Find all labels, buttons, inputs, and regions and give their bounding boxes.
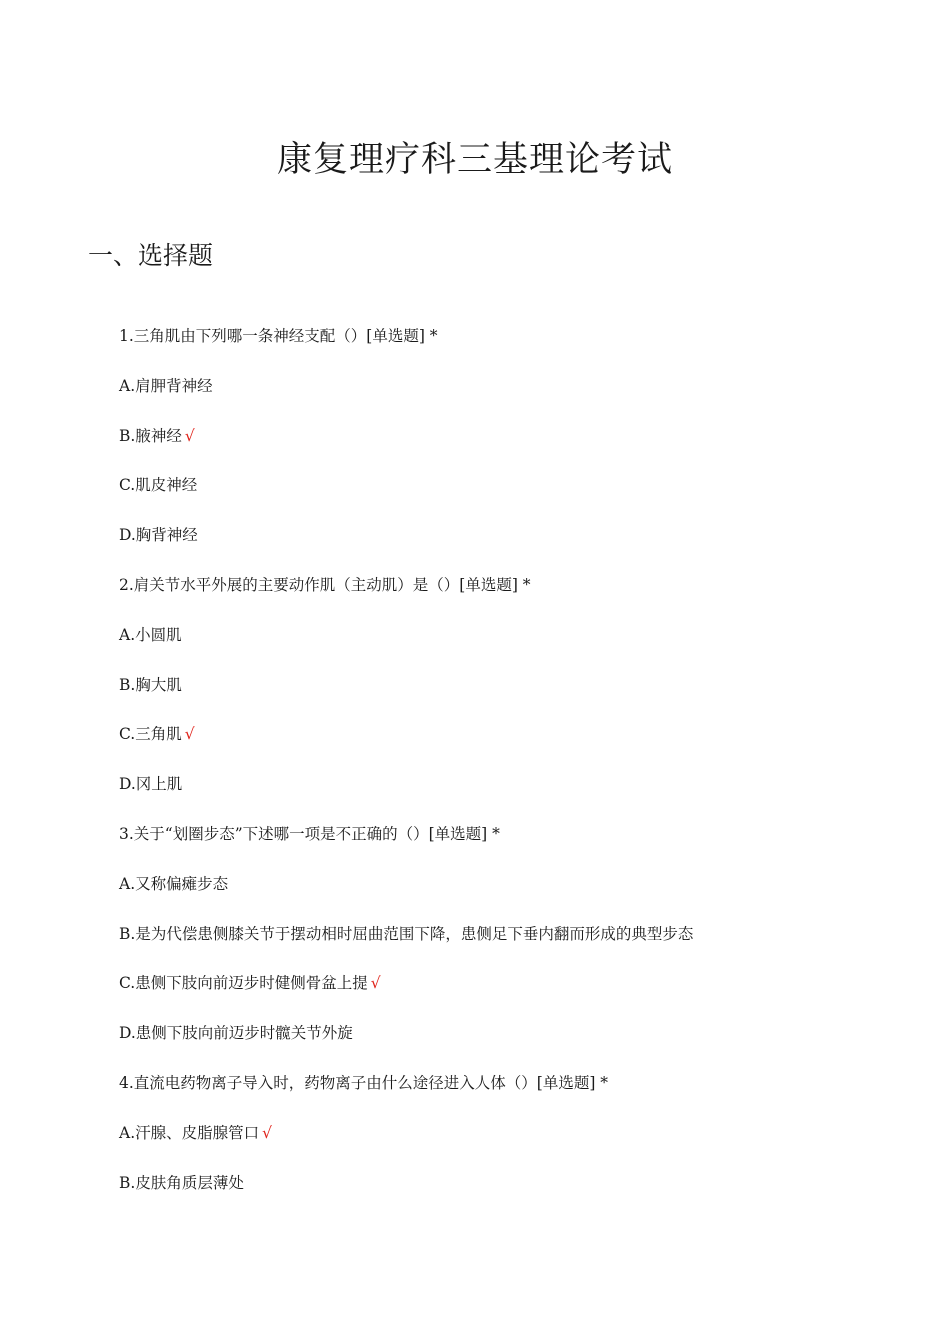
check-mark-icon: √ bbox=[370, 974, 381, 993]
line-text: 2.肩关节水平外展的主要动作肌（主动肌）是（）[单选题] * bbox=[119, 575, 531, 594]
line-text: D.患侧下肢向前迈步时髋关节外旋 bbox=[119, 1024, 353, 1043]
line-text: B.胸大肌 bbox=[119, 675, 182, 694]
question-3 bbox=[119, 820, 919, 870]
option-4b bbox=[119, 1169, 919, 1219]
line-text: 1.三角肌由下列哪一条神经支配（）[单选题] * bbox=[119, 327, 438, 345]
line-text: 3.关于“划圈步态”下述哪一项是不正确的（）[单选题] * bbox=[119, 824, 500, 843]
option-1a bbox=[119, 372, 919, 422]
option-2b bbox=[119, 671, 919, 721]
question-4 bbox=[119, 1069, 919, 1119]
line-text: A.小圆肌 bbox=[119, 625, 182, 644]
check-mark-icon: √ bbox=[184, 725, 195, 744]
line-text: A.肩胛背神经 bbox=[119, 376, 213, 395]
option-1c bbox=[119, 471, 919, 521]
line-text: 4.直流电药物离子导入时，药物离子由什么途径进入人体（）[单选题] * bbox=[119, 1073, 609, 1092]
option-3a bbox=[119, 870, 919, 920]
section-title: 一、选择题 bbox=[88, 241, 214, 270]
line-text: C.患侧下肢向前迈步时健侧骨盆上提 bbox=[119, 974, 368, 993]
line-text: A.汗腺、皮脂腺管口 bbox=[119, 1123, 260, 1142]
option-4a bbox=[119, 1119, 919, 1169]
line-text: B.是为代偿患侧膝关节于摆动相时屈曲范围下降，患侧足下垂内翻而形成的典型步态 bbox=[119, 924, 694, 943]
line-text: D.冈上肌 bbox=[119, 775, 183, 794]
line-text: B.腋神经 bbox=[119, 426, 182, 445]
question-1 bbox=[119, 322, 919, 372]
question-list bbox=[119, 322, 919, 1218]
page-title: 康复理疗科三基理论考试 bbox=[276, 140, 673, 180]
option-3d bbox=[119, 1019, 919, 1069]
question-2 bbox=[119, 571, 919, 621]
check-mark-icon: √ bbox=[184, 426, 195, 445]
line-text: A.又称偏瘫步态 bbox=[119, 874, 229, 893]
line-text: D.胸背神经 bbox=[119, 526, 198, 545]
option-2c bbox=[119, 720, 919, 770]
option-1d bbox=[119, 521, 919, 571]
option-3c bbox=[119, 969, 919, 1019]
option-3b bbox=[119, 920, 919, 970]
option-2d bbox=[119, 770, 919, 820]
option-2a bbox=[119, 621, 919, 671]
line-text: C.三角肌 bbox=[119, 725, 182, 744]
option-1b bbox=[119, 422, 919, 472]
line-text: B.皮肤角质层薄处 bbox=[119, 1173, 244, 1192]
check-mark-icon: √ bbox=[262, 1123, 273, 1142]
line-text: C.肌皮神经 bbox=[119, 476, 198, 495]
